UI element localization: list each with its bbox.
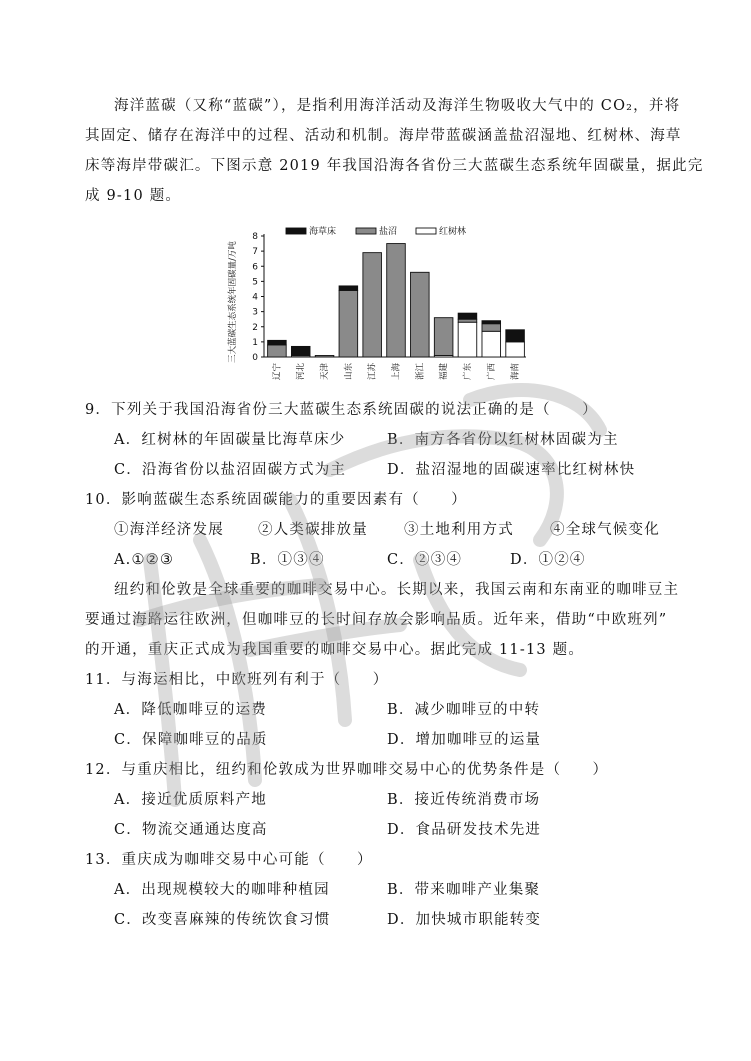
q13-option-d[interactable]: D．加快城市职能转变 [387,912,542,928]
legend-label: 海草床 [309,227,337,237]
passage1-line3: 床等海岸带碳汇。下图示意 2019 年我国沿海各省份三大蓝碳生态系统年固碳量，据此完 [85,158,704,174]
bar-segment [268,340,287,345]
passage1-line4: 成 9-10 题。 [85,188,182,204]
q10-item-3: ③土地利用方式 [404,522,514,538]
chart-y-axis-label: 三大蓝碳生态系统年固碳量/万吨 [228,241,238,363]
bar-segment [458,322,477,357]
q11-stem: 11．与海运相比，中欧班列有利于（ ） [85,672,389,688]
y-tick-label: 5 [252,277,258,288]
x-tick-label: 福建 [439,363,450,381]
passage2-line1: 纽约和伦敦是全球重要的咖啡交易中心。长期以来，我国云南和东南亚的咖啡豆主 [114,582,680,598]
q10-item-2: ②人类碳排放量 [258,522,368,538]
chart-legend [286,225,466,237]
y-tick-label: 6 [252,262,258,273]
x-tick-label: 海南 [510,363,521,381]
q10-stem: 10．影响蓝碳生态系统固碳能力的重要因素有（ ） [85,492,467,508]
x-tick-label: 广西 [486,363,497,381]
bar-segment [291,346,310,355]
q9-option-d[interactable]: D．盐沼湿地的固碳速率比红树林快 [387,462,636,478]
x-tick-label: 河北 [296,363,307,381]
q10-item-1: ①海洋经济发展 [114,522,224,538]
bar-segment [387,244,406,357]
q9-option-a[interactable]: A．红树林的年固碳量比海草床少 [114,432,346,448]
q12-stem: 12．与重庆相比，纽约和伦敦成为世界咖啡交易中心的优势条件是（ ） [85,762,609,778]
bar-segment [339,290,358,357]
q11-option-d[interactable]: D．增加咖啡豆的运量 [387,732,542,748]
passage2-line2: 要通过海路运往欧洲，但咖啡豆的长时间存放会影响品质。近年来，借助“中欧班列” [85,612,668,628]
legend-swatch [356,228,376,234]
y-tick-label: 4 [252,292,258,303]
y-tick-label: 2 [252,322,258,333]
bar-segment [506,330,525,342]
q11-option-c[interactable]: C．保障咖啡豆的品质 [114,732,268,748]
bar-segment [339,286,358,291]
legend-swatch [416,228,436,234]
x-tick-label: 天津 [320,363,331,381]
bar-segment [458,319,477,322]
q12-option-c[interactable]: C．物流交通通达度高 [114,822,268,838]
q12-option-a[interactable]: A．接近优质原料产地 [114,792,267,808]
q13-option-b[interactable]: B．带来咖啡产业集聚 [387,882,541,898]
chart-bars [268,244,525,357]
x-tick-label: 上海 [391,363,402,381]
bar-segment [268,345,287,357]
bar-segment [363,253,382,357]
q10-option-b[interactable]: B．①③④ [250,552,325,568]
q10-option-c[interactable]: C．②③④ [387,552,463,568]
bar-segment [482,331,501,357]
bar-segment [482,324,501,332]
passage2-line3: 的开通，重庆正式成为我国重要的咖啡交易中心。据此完成 11-13 题。 [85,642,585,658]
q12-option-d[interactable]: D．食品研发技术先进 [387,822,542,838]
bar-segment [506,342,525,357]
passage1-line2: 其固定、储存在海洋中的过程、活动和机制。海岸带蓝碳涵盖盐沼湿地、红树林、海草 [85,128,682,144]
x-tick-label: 浙江 [415,363,426,381]
passage1-line1: 海洋蓝碳（又称“蓝碳”），是指利用海洋活动及海洋生物吸收大气中的 CO₂，并将 [114,98,681,114]
y-tick-label: 0 [252,353,258,363]
bar-segment [482,321,501,324]
x-tick-label: 江苏 [367,363,378,381]
bar-segment [315,355,334,357]
legend-swatch [286,228,306,234]
q11-option-a[interactable]: A．降低咖啡豆的运费 [114,702,267,718]
legend-label: 红树林 [439,227,467,237]
q9-option-b[interactable]: B．南方各省份以红树林固碳为主 [387,432,619,448]
q10-option-a[interactable]: A.①②③ [114,552,175,568]
chart-x-labels [271,363,520,381]
bar-segment [411,272,430,357]
y-tick-label: 8 [252,232,258,242]
y-tick-label: 3 [252,307,258,318]
bar-segment [458,313,477,319]
q12-option-b[interactable]: B．接近传统消费市场 [387,792,541,808]
legend-label: 盐沼 [379,227,398,237]
y-tick-label: 1 [252,337,258,348]
q13-option-a[interactable]: A．出现规模较大的咖啡种植园 [114,882,330,898]
x-tick-label: 辽宁 [272,363,283,381]
q11-option-b[interactable]: B．减少咖啡豆的中转 [387,702,541,718]
x-tick-label: 广东 [462,363,473,381]
x-tick-label: 山东 [343,363,354,381]
bar-segment [434,318,453,356]
q13-option-c[interactable]: C．改变喜麻辣的传统饮食习惯 [114,912,331,928]
q10-item-4: ④全球气候变化 [550,522,660,538]
q9-option-c[interactable]: C．沿海省份以盐沼固碳方式为主 [114,462,347,478]
q13-stem: 13．重庆成为咖啡交易中心可能（ ） [85,852,373,868]
y-tick-label: 7 [252,247,258,258]
blue-carbon-chart [222,222,532,388]
q9-stem: 9．下列关于我国沿海省份三大蓝碳生态系统固碳的说法正确的是（ ） [85,402,598,418]
q10-option-d[interactable]: D．①②④ [510,552,586,568]
